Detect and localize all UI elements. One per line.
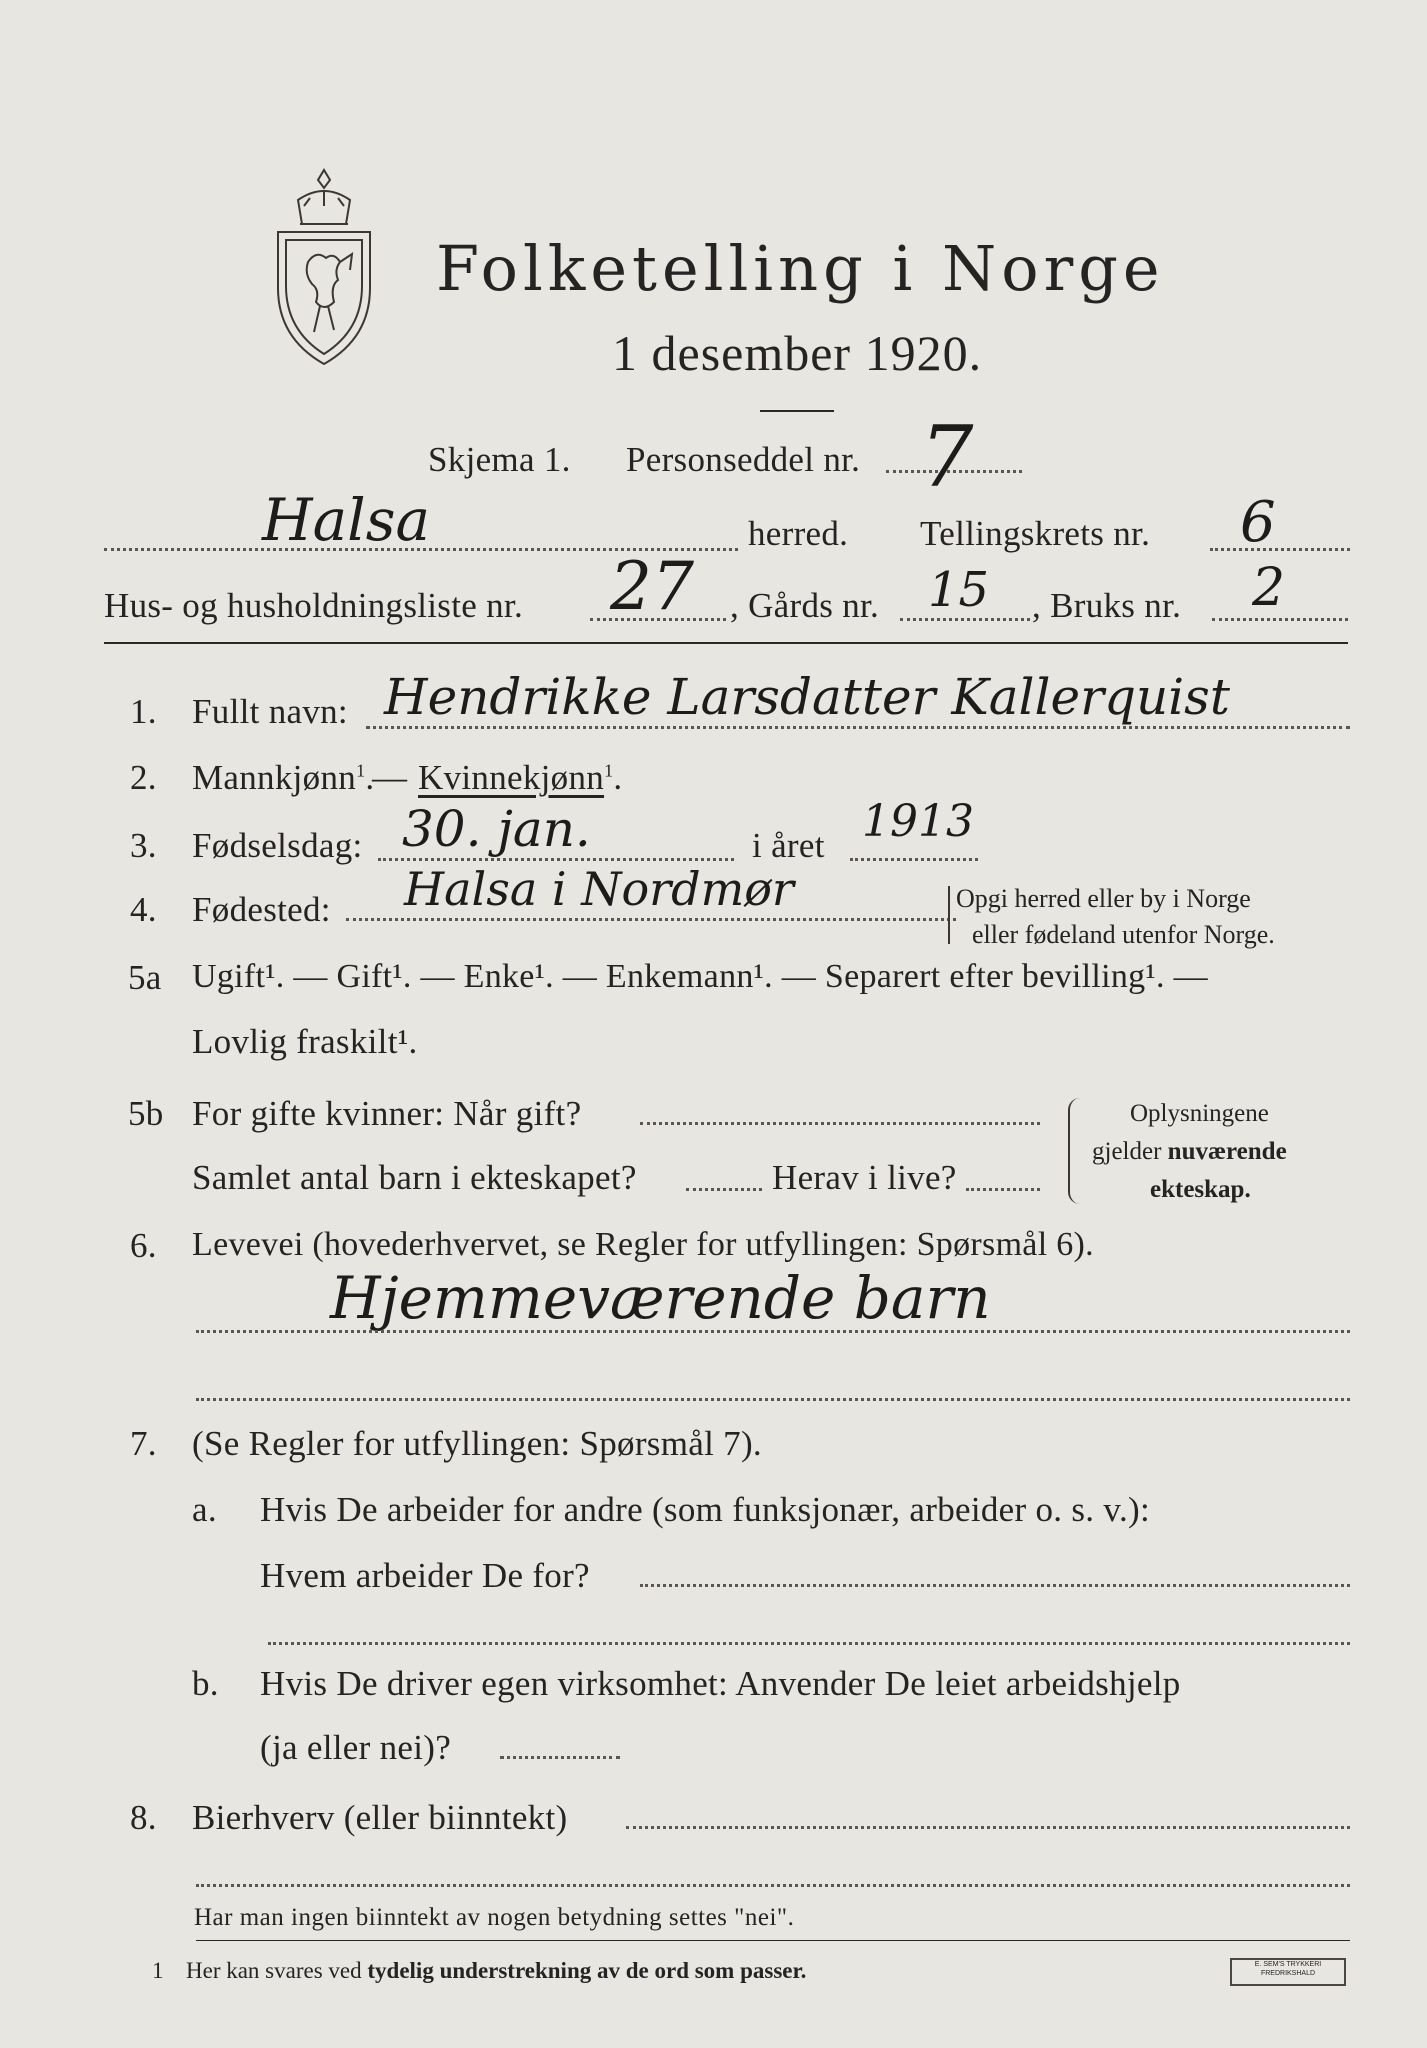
q5b-note-line3: ekteskap. <box>1150 1176 1251 1203</box>
q5a-divorced-option[interactable]: Lovlig fraskilt¹. <box>192 1022 418 1061</box>
q3-number: 3. <box>130 826 157 865</box>
printer-stamp: E. SEM'S TRYKKERI FREDRIKSHALD <box>1230 1958 1346 1986</box>
q8-number: 8. <box>130 1798 157 1837</box>
q5b-brace <box>1068 1098 1080 1204</box>
bruks-value[interactable]: 2 <box>1252 558 1286 618</box>
q2-male-option[interactable]: Mannkjønn$^1$. <box>192 758 375 797</box>
tellingskrets-label: Tellingskrets nr. <box>920 514 1151 553</box>
q3-year-value[interactable]: 1913 <box>862 796 974 847</box>
q7-label: (Se Regler for utfyllingen: Spørsmål 7). <box>192 1424 762 1463</box>
q4-note-line1: Opgi herred eller by i Norge <box>956 884 1251 913</box>
footnote-text: Her kan svares ved tydelig understrekning av de ord som passer. <box>186 1958 807 1983</box>
q7b-yes-no-label: (ja eller nei)? <box>260 1728 452 1767</box>
census-date: 1 desember 1920. <box>612 325 983 381</box>
q7-number: 7. <box>130 1424 157 1463</box>
q8-note: Har man ingen biinntekt av nogen betydning settes "nei". <box>194 1904 795 1931</box>
q1-number: 1. <box>130 692 157 731</box>
tellingskrets-value[interactable]: 6 <box>1240 490 1276 555</box>
q5b-number: 5b <box>128 1094 164 1133</box>
herred-label: herred. <box>748 514 849 553</box>
q4-number: 4. <box>130 890 157 929</box>
q4-birthplace-label: Fødested: <box>192 890 331 929</box>
q5b-note-line1: Oplysningene <box>1130 1100 1269 1127</box>
q4-birthplace-value[interactable]: Halsa i Nordmør <box>404 862 794 916</box>
hus-value[interactable]: 27 <box>610 548 694 625</box>
q7a-employer-label: Hvem arbeider De for? <box>260 1556 590 1595</box>
hus-label: Hus- og husholdningsliste nr. <box>104 586 523 625</box>
q6-occupation-label: Levevei (hovederhvervet, se Regler for utfyllingen: Spørsmål 6). <box>192 1226 1094 1263</box>
q7a-question: Hvis De arbeider for andre (som funksjonær, arbeider o. s. v.): <box>260 1490 1150 1529</box>
footnote-mark: 1 <box>152 1958 164 1983</box>
form-title: Folketelling i Norge <box>436 232 1165 305</box>
q2-female-option[interactable]: Kvinnekjønn$^1$. <box>418 758 623 797</box>
q7a-letter: a. <box>192 1490 217 1529</box>
personseddel-label: Personseddel nr. <box>626 440 861 479</box>
q5b-children-label: Samlet antal barn i ekteskapet? <box>192 1158 637 1197</box>
bruks-label: , Bruks nr. <box>1032 586 1182 625</box>
title-divider <box>760 410 834 412</box>
q5b-alive-label: Herav i live? <box>772 1158 957 1197</box>
skjema-label: Skjema 1. <box>428 440 571 479</box>
q5a-marital-options[interactable]: Ugift¹. — Gift¹. — Enke¹. — Enkemann¹. — Separert efter bevilling¹. — <box>192 958 1208 995</box>
footnote-rule <box>196 1940 1350 1941</box>
q2-separator: — <box>372 758 408 797</box>
q7b-letter: b. <box>192 1664 219 1703</box>
herred-value[interactable]: Halsa <box>262 486 431 554</box>
q6-occupation-value[interactable]: Hjemmeværende barn <box>330 1264 991 1332</box>
q3-birthdate-label: Fødselsdag: <box>192 826 363 865</box>
header-rule <box>104 642 1348 644</box>
q1-full-name-value[interactable]: Hendrikke Larsdatter Kallerquist <box>384 668 1230 726</box>
q2-number: 2. <box>130 758 157 797</box>
q7b-question: Hvis De driver egen virksomhet: Anvender De leiet arbeidshjelp <box>260 1664 1181 1703</box>
gards-label: , Gårds nr. <box>730 586 880 625</box>
q5a-number: 5a <box>128 958 162 997</box>
q6-number: 6. <box>130 1226 157 1265</box>
q8-side-income-label: Bierhverv (eller biinntekt) <box>192 1798 568 1837</box>
q3-year-label: i året <box>752 826 825 865</box>
q1-full-name-label: Fullt navn: <box>192 692 348 731</box>
q5b-when-married-label: For gifte kvinner: Når gift? <box>192 1094 582 1133</box>
q4-note-line2: eller fødeland utenfor Norge. <box>972 920 1275 949</box>
personseddel-value[interactable]: 7 <box>920 408 974 506</box>
q3-birthdate-value[interactable]: 30. jan. <box>402 800 591 858</box>
gards-value[interactable]: 15 <box>928 562 990 618</box>
norwegian-coat-of-arms-icon <box>264 162 384 372</box>
q5b-note-line2: gjelder nuværende <box>1092 1138 1287 1165</box>
